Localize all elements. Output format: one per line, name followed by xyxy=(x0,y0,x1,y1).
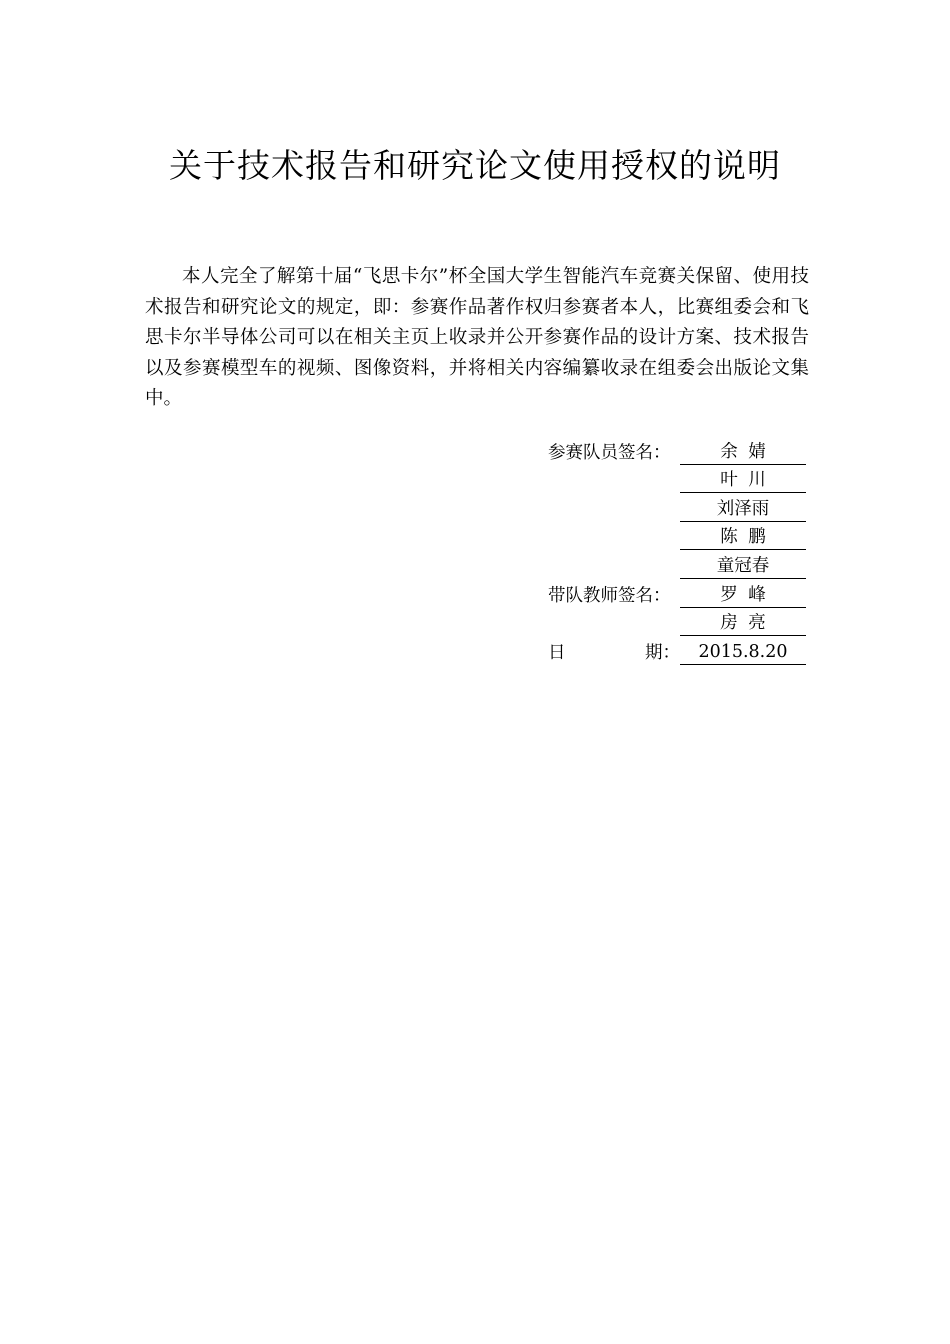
advisor-signature-row xyxy=(548,608,810,637)
advisor-signature: 房亮 xyxy=(680,611,806,636)
advisor-signature-row xyxy=(548,579,810,608)
team-signature-row xyxy=(548,436,810,465)
page-title: 关于技术报告和研究论文使用授权的说明 xyxy=(169,146,781,185)
team-member-signature: 余婧 xyxy=(680,440,806,465)
advisor-signature-label: 带队教师签名： xyxy=(548,585,671,606)
team-signature-row xyxy=(548,465,810,494)
team-member-signature: 童冠春 xyxy=(680,554,806,579)
date-row xyxy=(548,636,810,665)
date-label xyxy=(548,641,680,665)
date-label-right: 期： xyxy=(645,642,680,663)
date-value: 2015.8.20 xyxy=(680,640,806,665)
team-signature-row xyxy=(548,522,810,551)
team-member-signature: 陈鹏 xyxy=(680,525,806,550)
team-signature-label: 参赛队员签名： xyxy=(548,442,671,463)
advisor-signature: 罗峰 xyxy=(680,583,806,608)
team-member-signature: 刘泽雨 xyxy=(680,497,806,522)
signature-block xyxy=(548,436,810,665)
authorization-paragraph: 本人完全了解第十届“飞思卡尔”杯全国大学生智能汽车竞赛关保留、使用技术报告和研究论文的规定，即：参赛作品著作权归参赛者本人，比赛组委会和飞思卡尔半导体公司可以在相关主页上收录并公开参赛作品的设计方案、技术报告以及参赛模型车的视频、图像资料，并将相关内容编纂收录在组委会出版论文集中。 xyxy=(145,266,809,409)
team-signature-row xyxy=(548,493,810,522)
date-label-left: 日 xyxy=(548,642,566,663)
team-member-signature: 叶川 xyxy=(680,468,806,493)
team-signature-row xyxy=(548,550,810,579)
